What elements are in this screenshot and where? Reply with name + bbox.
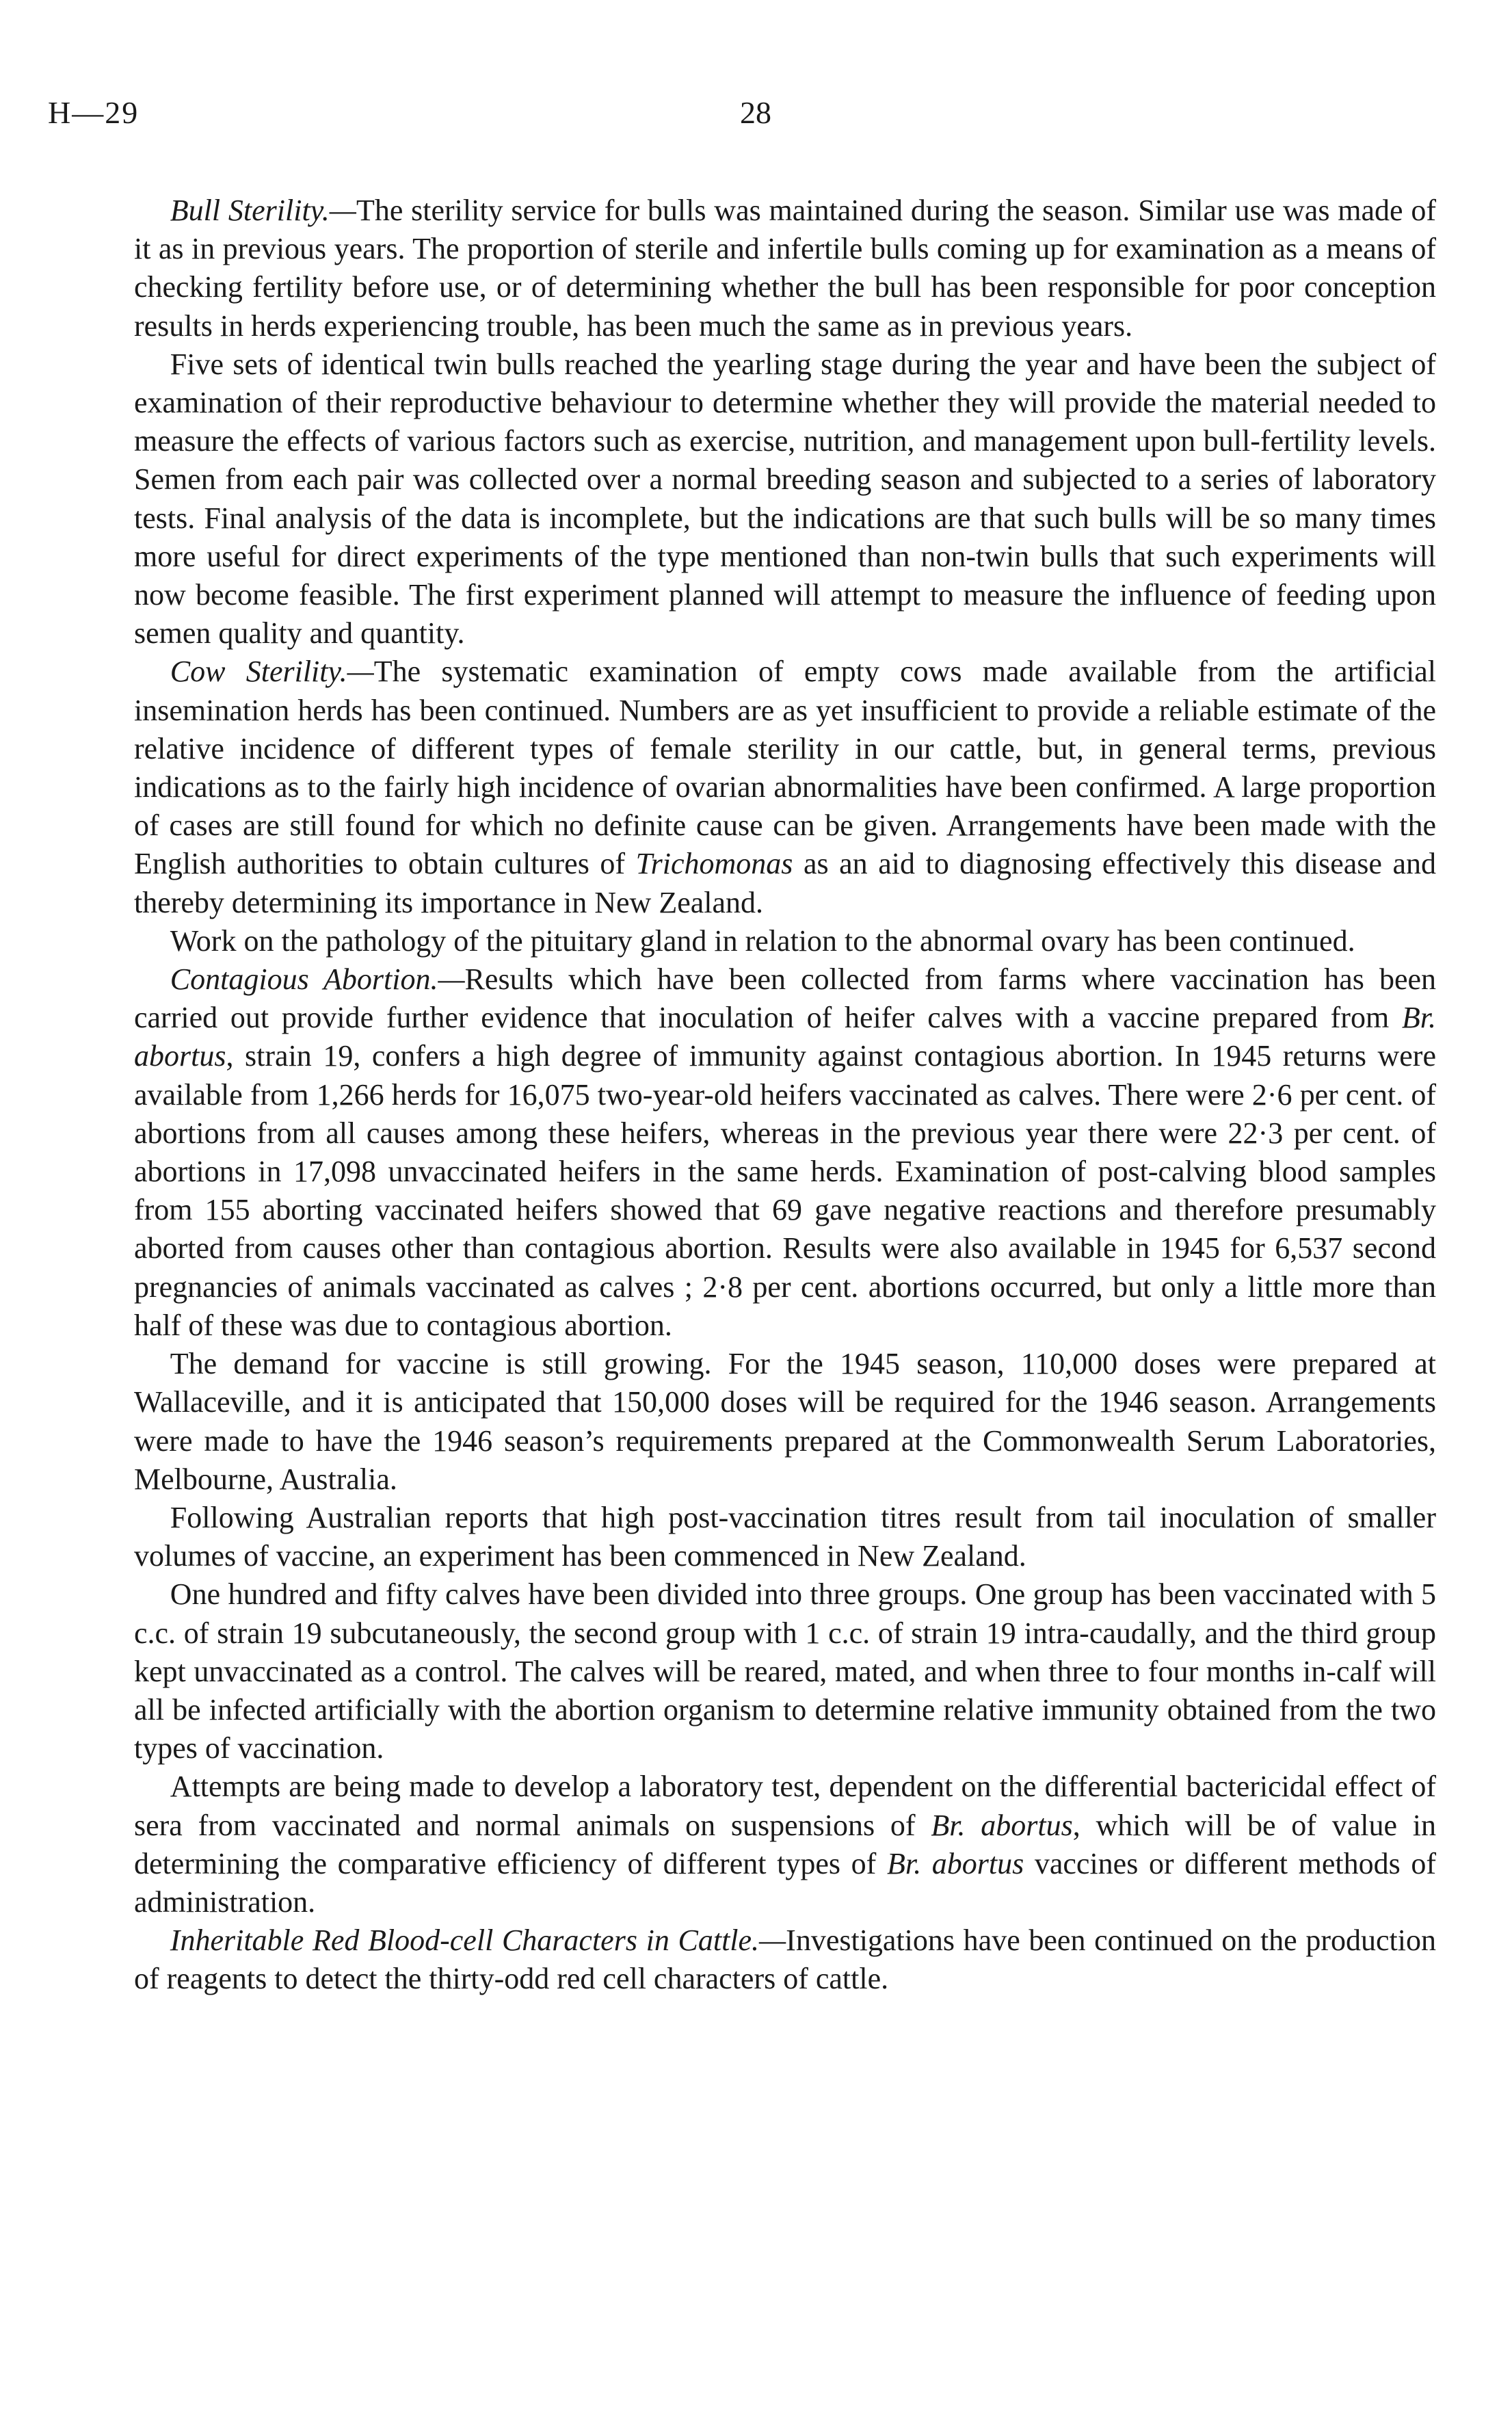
- paragraph: [134, 653, 1436, 921]
- paragraph-text: Attempts are being made to develop a laboratory test, dependent on the differential bactericidal effect of sera from vaccinated and normal animals on suspensions of: [134, 1770, 1436, 1842]
- paragraph-text: as an aid to diagnosing effectively this disease and thereby determining its importance in New Zealand.: [134, 847, 1436, 919]
- paragraph-text: Work on the pathology of the pituitary gland in relation to the abnormal ovary has been continued.: [170, 923, 1355, 958]
- page-header: [48, 82, 1463, 137]
- italic-term: Br. abortus: [134, 1001, 1436, 1073]
- paragraph: [134, 1345, 1436, 1499]
- paragraph: [134, 922, 1436, 960]
- paragraph-text: The demand for vaccine is still growing. For the 1945 season, 110,000 doses were prepared at Wallaceville, and it is anticipated that 150,000 doses will be required for the 1946 season. Arrangements were made to have the 1946 season’s requirements prepared at the Commonwealth Serum Laboratories, Melbourne, Australia.: [134, 1347, 1436, 1496]
- paragraph: [134, 960, 1436, 1345]
- paragraph-text: The systematic examination of empty cows made available from the artificial insemination herds has been continued. Numbers are as yet insufficient to provide a reliable estimate of the relative incidence of different types of female sterility in our cattle, but, in general terms, previous indications as to the fairly high incidence of ovarian abnormalities have been confirmed. A large proportion of cases are still found for which no definite cause can be given. Arrangements have been made with the English authorities to obtain cultures of: [134, 655, 1436, 881]
- italic-term: Br. abortus: [931, 1808, 1073, 1842]
- italic-term: Trichomonas: [635, 847, 793, 881]
- page-reference: H—29: [48, 95, 140, 130]
- page-number: 28: [740, 95, 771, 130]
- paragraph: [134, 345, 1436, 653]
- paragraph-text: Investigations have been continued on the production of reagents to detect the thirty-odd red cell characters of cattle.: [134, 1923, 1436, 1996]
- paragraph: [134, 1921, 1436, 1998]
- paragraph-text: Five sets of identical twin bulls reached the yearling stage during the year and have been the subject of examination of their reproductive behaviour to determine whether they will provide the material needed to measure the effects of various factors such as exercise, nutrition, and management upon bull-fertility levels. Semen from each pair was collected over a normal breeding season and subjected to a series of laboratory tests. Final analysis of the data is incomplete, but the indications are that such bulls will be so many times more useful for direct experiments of the type mentioned than non-twin bulls that such experiments will now become feasible. The first experiment planned will attempt to measure the influence of feeding upon semen quality and quantity.: [134, 347, 1436, 651]
- paragraph-text: One hundred and fifty calves have been divided into three groups. One group has been vaccinated with 5 c.c. of strain 19 subcutaneously, the second group with 1 c.c. of strain 19 intra-caudally, and the third group kept unvaccinated as a control. The calves will be reared, mated, and when three to four months in-calf will all be infected artificially with the abortion organism to determine relative immunity obtained from the two types of vaccination.: [134, 1577, 1436, 1765]
- paragraph-text: , which will be of value in determining the comparative efficiency of different types of: [134, 1808, 1437, 1880]
- italic-term: Br. abortus: [886, 1846, 1024, 1880]
- section-heading: Cow Sterility.—: [170, 655, 374, 689]
- paragraph-text: Following Australian reports that high post-vaccination titres result from tail inoculation of smaller volumes of vaccine, an experiment has been commenced in New Zealand.: [134, 1500, 1436, 1573]
- paragraph: [134, 1768, 1436, 1921]
- body-text: [134, 192, 1436, 1999]
- paragraph: [134, 192, 1436, 345]
- paragraph: [134, 1499, 1436, 1575]
- paragraph-text: vaccines or different methods of administration.: [134, 1846, 1437, 1919]
- paragraph-text: The sterility service for bulls was maintained during the season. Similar use was made of it as in previous years. The proportion of sterile and infertile bulls coming up for examination as a means of checking fertility before use, or of determining whether the bull has been responsible for poor conception results in herds experiencing trouble, has been much the same as in previous years.: [134, 194, 1436, 343]
- paragraph-text: , strain 19, confers a high degree of immunity against contagious abortion. In 1945 returns were available from 1,266 herds for 16,075 two-year-old heifers vaccinated as calves. There were 2·6 per cent. of abortions from all causes among these heifers, whereas in the previous year there were 22·3 per cent. of abortions in 17,098 unvaccinated heifers in the same herds. Examination of post-calving blood samples from 155 aborting vaccinated heifers showed that 69 gave negative reactions and therefore presumably aborted from causes other than contagious abortion. Results were also available in 1945 for 6,537 second pregnancies of animals vaccinated as calves ; 2·8 per cent. abortions occurred, but only a little more than half of these was due to contagious abortion.: [134, 1039, 1436, 1342]
- section-heading: Contagious Abortion.—: [170, 962, 465, 997]
- paragraph-text: Results which have been collected from farms where vaccination has been carried out provide further evidence that inoculation of heifer calves with a vaccine prepared from: [134, 962, 1436, 1035]
- paragraph: [134, 1575, 1436, 1768]
- section-heading: Bull Sterility.—: [170, 194, 356, 227]
- section-heading: Inheritable Red Blood-cell Characters in Cattle.—: [170, 1923, 786, 1958]
